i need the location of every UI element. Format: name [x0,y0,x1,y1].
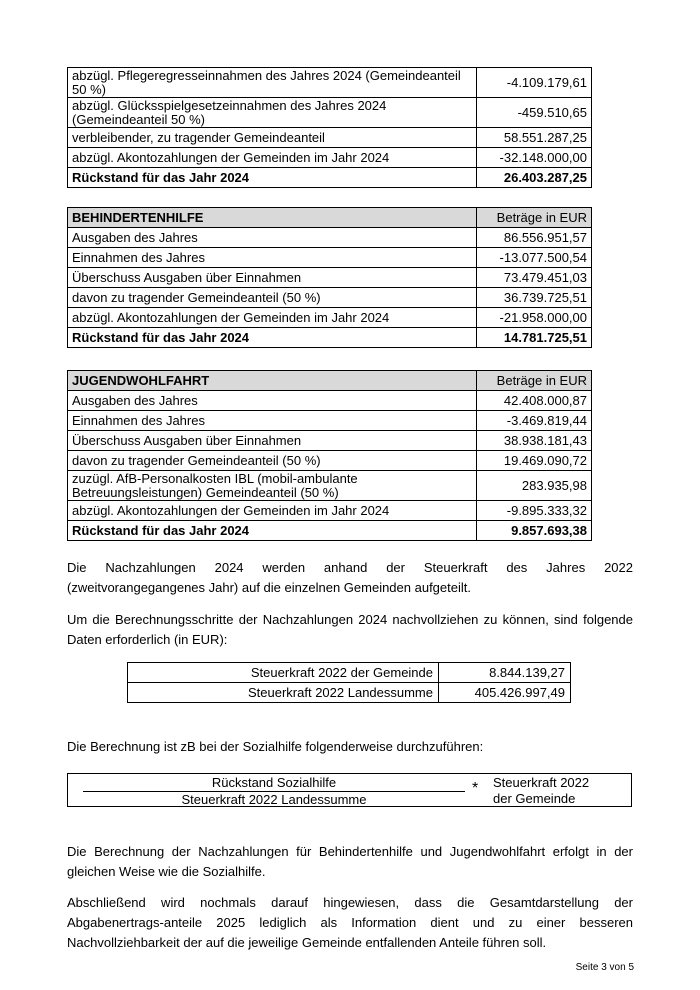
row-label: verbleibender, zu tragender Gemeindeanteil [68,128,477,148]
page-number: Seite 3 von 5 [575,962,634,973]
table-row [128,663,571,683]
table-row [68,431,592,451]
row-label: abzügl. Akontozahlungen der Gemeinden im Jahr 2024 [68,501,477,521]
row-value: -9.895.333,32 [477,501,592,521]
table-title: JUGENDWOHLFAHRT [68,371,477,391]
row-label: Einnahmen des Jahres [68,248,477,268]
table-row [68,451,592,471]
row-value: 42.408.000,87 [477,391,592,411]
row-label: Ausgaben des Jahres [68,228,477,248]
row-value: 26.403.287,25 [477,168,592,188]
row-value: 405.426.997,49 [439,683,571,703]
row-value: -4.109.179,61 [477,68,592,98]
multiply-operator: * [472,780,479,797]
paragraph-gleiche-weise: Die Berechnung der Nachzahlungen für Behindertenhilfe und Jugendwohlfahrt erfolgt in der gleichen Weise wie die Sozialhilfe. [67,844,633,879]
row-label: Ausgaben des Jahres [68,391,477,411]
formula-multiplier [493,775,589,807]
table-row [68,308,592,328]
row-label: Einnahmen des Jahres [68,411,477,431]
table-header-row [68,208,592,228]
table-row [68,148,592,168]
behindertenhilfe-table [67,207,592,348]
paragraph-abschliessend: Abschließend wird nochmals darauf hingewiesen, dass die Gesamtdarstellung der Abgabenertrags-anteile 2025 lediglich als Information dient und zu einer besseren Nachvollziehbarkeit der auf die jeweilige Gemeinde entfallenden Anteile führen soll. [67,895,633,950]
formula-denominator: Steuerkraft 2022 Landessumme [181,792,367,807]
multiplier-line-1: Steuerkraft 2022 [493,775,590,790]
row-label: Überschuss Ausgaben über Einnahmen [68,268,477,288]
row-value: 283.935,98 [477,471,592,501]
formula-numerator: Rückstand Sozialhilfe [211,775,337,790]
row-value: 19.469.090,72 [477,451,592,471]
row-label: Rückstand für das Jahr 2024 [68,168,477,188]
table-row [68,411,592,431]
table-row [68,98,592,128]
table-row-total [68,328,592,348]
row-label: Überschuss Ausgaben über Einnahmen [68,431,477,451]
steuerkraft-table [127,662,571,703]
row-value: 8.844.139,27 [439,663,571,683]
paragraph-berechnungsschritte: Um die Berechnungsschritte der Nachzahlungen 2024 nachvollziehen zu können, sind folgende Daten erforderlich (in EUR): [67,612,633,647]
row-label: abzügl. Akontozahlungen der Gemeinden im Jahr 2024 [68,148,477,168]
row-label: abzügl. Pflegeregresseinnahmen des Jahres 2024 (Gemeindeanteil 50 %) [68,68,477,98]
table-row-total [68,168,592,188]
paragraph-berechnung-beispiel: Die Berechnung ist zB bei der Sozialhilfe folgenderweise durchzuführen: [67,739,484,754]
row-label: abzügl. Akontozahlungen der Gemeinden im Jahr 2024 [68,308,477,328]
column-header: Beträge in EUR [477,208,592,228]
table-row [68,268,592,288]
row-label: Steuerkraft 2022 Landessumme [128,683,439,703]
table-row [68,248,592,268]
row-value: -13.077.500,54 [477,248,592,268]
row-value: 58.551.287,25 [477,128,592,148]
row-value: 36.739.725,51 [477,288,592,308]
row-value: 9.857.693,38 [477,521,592,541]
row-value: 73.479.451,03 [477,268,592,288]
table-row [68,288,592,308]
table-row [68,501,592,521]
row-label: Rückstand für das Jahr 2024 [68,521,477,541]
row-label: Steuerkraft 2022 der Gemeinde [128,663,439,683]
paragraph-nachzahlungen: Die Nachzahlungen 2024 werden anhand der Steuerkraft des Jahres 2022 (zweitvorangegangenes Jahr) auf die einzelnen Gemeinden aufgeteilt. [67,560,633,595]
table-title: BEHINDERTENHILFE [68,208,477,228]
row-label: Rückstand für das Jahr 2024 [68,328,477,348]
table-row [68,391,592,411]
row-value: -3.469.819,44 [477,411,592,431]
sozialhilfe-table-continuation [67,67,592,188]
row-value: -21.958.000,00 [477,308,592,328]
row-value: 38.938.181,43 [477,431,592,451]
table-row [68,471,592,501]
column-header: Beträge in EUR [477,371,592,391]
jugendwohlfahrt-table [67,370,592,541]
calculation-formula [67,773,632,807]
row-value: -32.148.000,00 [477,148,592,168]
row-value: -459.510,65 [477,98,592,128]
table-row [68,228,592,248]
row-label: abzügl. Glücksspielgesetzeinnahmen des Jahres 2024 (Gemeindeanteil 50 %) [68,98,477,128]
table-row-total [68,521,592,541]
row-value: 14.781.725,51 [477,328,592,348]
table-row [68,128,592,148]
table-row [128,683,571,703]
table-row [68,68,592,98]
row-value: 86.556.951,57 [477,228,592,248]
multiplier-line-2: der Gemeinde [493,791,576,806]
table-header-row [68,371,592,391]
row-label: davon zu tragender Gemeindeanteil (50 %) [68,288,477,308]
row-label: zuzügl. AfB-Personalkosten IBL (mobil-ambulante Betreuungsleistungen) Gemeindeanteil (50 %) [68,471,477,501]
row-label: davon zu tragender Gemeindeanteil (50 %) [68,451,477,471]
